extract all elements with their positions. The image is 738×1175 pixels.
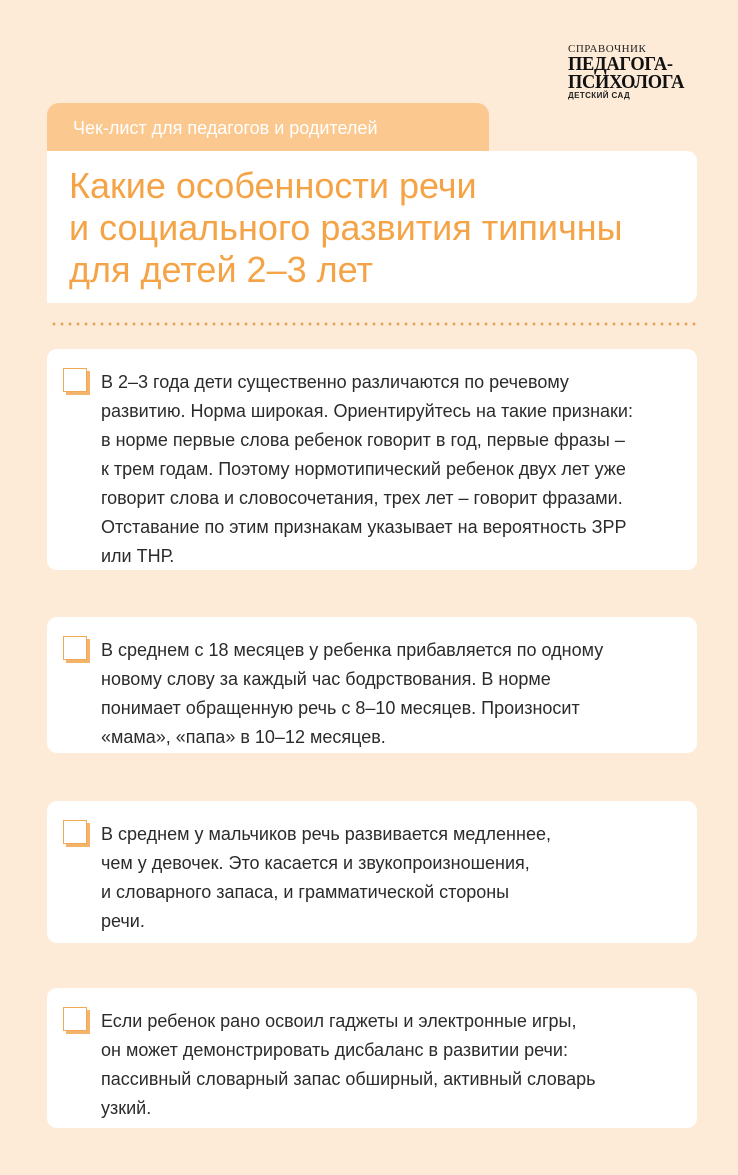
page-title-line-3: для детей 2–3 лет	[69, 249, 373, 290]
checkbox-square	[63, 1007, 87, 1031]
text-line: к трем годам. Поэтому нормотипический ребенок двух лет уже	[101, 459, 626, 479]
text-line: В среднем с 18 месяцев у ребенка прибавляется по одному	[101, 640, 604, 660]
checklist-item-text	[101, 636, 691, 752]
title-box	[47, 151, 697, 303]
text-line: узкий.	[101, 1098, 152, 1118]
checklist-tag: Чек-лист для педагогов и родителей	[47, 103, 489, 155]
text-line: чем у девочек. Это касается и звукопроизношения,	[101, 853, 530, 873]
checklist-item-3	[47, 801, 697, 943]
publisher-logo	[568, 44, 708, 100]
logo-line-1: ПЕДАГОГА-	[568, 53, 673, 75]
checkbox-square	[63, 368, 87, 392]
checkbox-square	[63, 636, 87, 660]
checkbox[interactable]	[63, 636, 90, 663]
page-title-line-2: и социального развития типичны	[69, 207, 623, 248]
text-line: и словарного запаса, и грамматической стороны	[101, 882, 510, 902]
logo-top-text: СПРАВОЧНИК	[568, 43, 647, 55]
checklist-item-text	[101, 820, 691, 936]
text-line: или ТНР.	[101, 546, 175, 566]
text-line: «мама», «папа» в 10–12 месяцев.	[101, 727, 386, 747]
dotted-divider	[50, 322, 698, 326]
text-line: он может демонстрировать дисбаланс в развитии речи:	[101, 1040, 568, 1060]
checkbox[interactable]	[63, 368, 90, 395]
logo-line-2: ПСИХОЛОГА	[568, 71, 685, 93]
text-line: говорит слова и словосочетания, трех лет – говорит фразами.	[101, 488, 623, 508]
text-line: Отставание по этим признакам указывает на вероятность ЗРР	[101, 517, 627, 537]
text-line: Если ребенок рано освоил гаджеты и электронные игры,	[101, 1011, 577, 1031]
text-line: речи.	[101, 911, 145, 931]
logo-bottom-text: ДЕТСКИЙ САД	[568, 91, 631, 100]
checklist-item-text	[101, 1007, 691, 1123]
checkbox[interactable]	[63, 1007, 90, 1034]
text-line: пассивный словарный запас обширный, активный словарь	[101, 1069, 596, 1089]
checkbox[interactable]	[63, 820, 90, 847]
text-line: развитию. Норма широкая. Ориентируйтесь на такие признаки:	[101, 401, 633, 421]
checklist-item-text	[101, 368, 691, 571]
checklist-item-4	[47, 988, 697, 1128]
text-line: новому слову за каждый час бодрствования. В норме	[101, 669, 551, 689]
text-line: понимает обращенную речь с 8–10 месяцев. Произносит	[101, 698, 580, 718]
checklist-item-1	[47, 349, 697, 570]
text-line: в норме первые слова ребенок говорит в год, первые фразы –	[101, 430, 625, 450]
text-line: В среднем у мальчиков речь развивается медленнее,	[101, 824, 551, 844]
checklist-item-2	[47, 617, 697, 753]
checkbox-square	[63, 820, 87, 844]
text-line: В 2–3 года дети существенно различаются по речевому	[101, 372, 569, 392]
page-title-line-1: Какие особенности речи	[69, 165, 477, 206]
